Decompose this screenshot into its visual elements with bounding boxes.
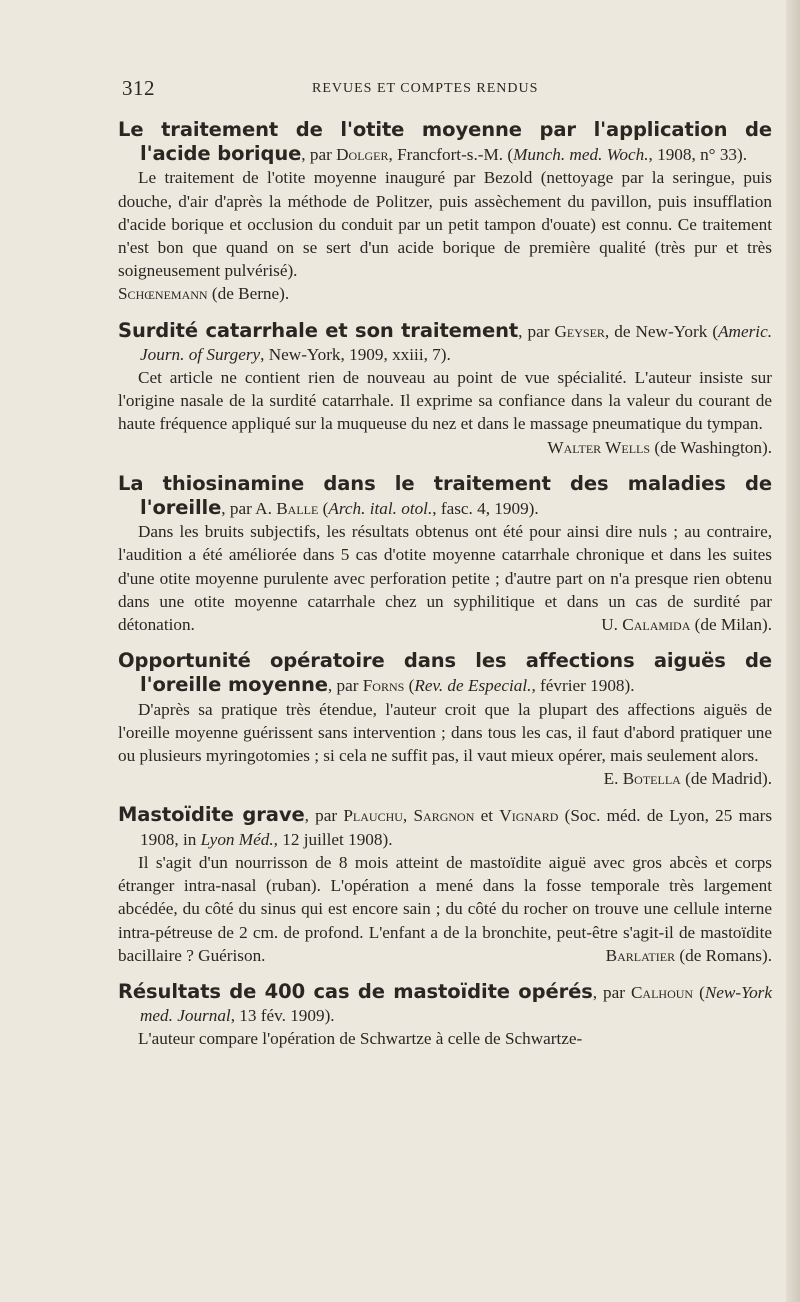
review-body	[118, 520, 772, 636]
page-content	[118, 118, 772, 1064]
review-body-text: Cet article ne contient rien de nouveau au point de vue spécialité. L'auteur insiste sur l'origine nasale de la surdité catarrhale. Il exprime sa confiance dans la valeur du courant de haute fréquence appliqué sur la muqueuse du nez et dans le massage pneumatique du tympan.	[118, 368, 772, 434]
author-name: Forns	[362, 676, 405, 696]
running-title: REVUES ET COMPTES RENDUS	[312, 81, 539, 96]
reference-text: , 1908, n° 33).	[648, 145, 748, 165]
review-title: Résultats de 400 cas de mastoïdite opérés	[118, 979, 593, 1003]
review-citation	[118, 118, 772, 166]
reviewer-place: (de Washington).	[654, 437, 772, 457]
byline-text: , par	[304, 806, 344, 826]
review-body-text: Dans les bruits subjectifs, les résultats obtenus ont été pour ainsi dire nuls ; au contraire, l'audition a été améliorée dans 5 cas d'otite moyenne catarrhale chronique et dans les suites d'une otite moyenne purulente avec perforation petite ; d'autre part on n'a presque rien obtenu dans une otite moyenne catarrhale chez un syphilitique et dans un cas de surdité par détonation.	[118, 522, 772, 635]
reviewer-signature	[581, 613, 772, 636]
author-name: Plauchu, Sargnon	[343, 806, 475, 826]
review-citation	[118, 803, 772, 850]
byline-text: , par	[301, 145, 337, 165]
review-citation	[118, 472, 772, 520]
journal-name: Rev. de Especial.	[414, 676, 532, 696]
byline-text: , par	[592, 982, 631, 1002]
review-mastoidite-grave	[118, 803, 772, 966]
page-edge	[786, 0, 800, 1302]
review-title: Surdité catarrhale et son traitement	[118, 318, 519, 342]
review-title: Opportunité opératoire dans les affections aiguës de l'oreille moyenne	[118, 649, 772, 697]
review-body: L'auteur compare l'opération de Schwartze à celle de Schwartze-	[138, 1029, 583, 1049]
reviewer-name: Walter Wells	[547, 437, 651, 457]
review-citation	[118, 319, 772, 366]
review-thiosinamine	[118, 472, 772, 636]
reviewer-name: Schœnemann	[118, 284, 208, 304]
reviewer-place: (de Romans).	[679, 945, 772, 965]
author-name: Dolger	[336, 145, 389, 165]
review-body	[118, 851, 772, 967]
review-resultats-mastoidite	[118, 980, 772, 1051]
citation-text: et	[474, 806, 500, 826]
review-title: La thiosinamine dans le traitement des maladies de l'oreille	[118, 471, 772, 520]
review-title: Le traitement de l'otite moyenne par l'application de l'acide borique	[118, 118, 772, 166]
reviewer-signature	[584, 767, 772, 790]
reviewer-name: Barlatier	[605, 945, 676, 965]
review-citation	[118, 980, 772, 1027]
citation-text: , Francfort-s.-M. (	[388, 145, 514, 165]
reviewer-name: U. Calamida	[601, 615, 691, 635]
reviewer-signature	[586, 944, 772, 967]
reference-text: (Soc. méd. de Lyon, 25 mars 1908, in	[140, 806, 773, 849]
page-number: 312	[122, 76, 155, 100]
reviewer-signature	[527, 436, 772, 459]
author-name-second: Vignard	[499, 806, 559, 826]
review-opportunite-operatoire	[118, 649, 772, 790]
reference-text: , février 1908).	[531, 676, 635, 696]
review-title: Mastoïdite grave	[118, 803, 305, 827]
citation-text: , de New-York (	[604, 321, 719, 341]
citation-text: (	[404, 676, 415, 696]
citation-text: (	[693, 982, 705, 1002]
review-body	[118, 366, 772, 457]
journal-name: Americ. Journ. of Surgery	[140, 321, 772, 364]
reviewer-signature	[118, 282, 772, 305]
journal-name: Lyon Méd.	[200, 829, 274, 849]
reviewer-place: (de Madrid).	[685, 769, 772, 789]
citation-text: (	[318, 499, 329, 519]
review-surdite-catarrhale	[118, 319, 772, 459]
running-head	[122, 76, 764, 102]
reviewer-place: (de Berne).	[211, 284, 290, 304]
journal-name: Munch. med. Woch.	[513, 145, 649, 165]
reference-text: , 12 juillet 1908).	[273, 829, 393, 849]
author-name: Geyser	[554, 321, 605, 341]
journal-name: New-York med. Journal	[140, 982, 772, 1026]
byline-text: , par	[518, 321, 555, 341]
review-body-text: D'après sa pratique très étendue, l'auteur croit que la plupart des affections aiguës de l'oreille moyenne guérissent sans intervention ; dans tous les cas, il faut d'abord pratiquer une ou plusieurs myringotomies ; si cela ne suffit pas, il vaut mieux opérer, mais seulement alors.	[118, 699, 772, 766]
journal-name: Arch. ital. otol.	[328, 499, 433, 519]
review-citation	[118, 649, 772, 697]
author-name: Balle	[276, 499, 319, 519]
author-name: Calhoun	[630, 982, 694, 1002]
byline-text: , par	[327, 676, 363, 696]
review-body	[118, 698, 772, 789]
reference-text: , fasc. 4, 1909).	[432, 499, 539, 519]
review-acide-borique	[118, 118, 772, 306]
reviewer-name: E. Botella	[603, 769, 681, 789]
reference-text: , New-York, 1909, xxiii, 7).	[260, 344, 451, 364]
review-body: Le traitement de l'otite moyenne inauguré par Bezold (nettoyage par la seringue, puis douche, d'air d'après la méthode de Politzer, puis assèchement du pavillon, puis insufflation d'acide borique et occlusion du conduit par un petit tampon d'ouate) est connu. Ce traitement n'est bon que quand on se sert d'un acide borique de première qualité (très pur et très soigneusement pulvérisé).	[118, 168, 772, 281]
reference-text: , 13 fév. 1909).	[230, 1006, 335, 1026]
review-body-text: Il s'agit d'un nourrisson de 8 mois atteint de mastoïdite aiguë avec gros abcès et corps étranger intra-nasal (ruban). L'opération a mené dans la fosse temporale très largement abcédée, du côté du sinus qui est encore sain ; du côté du rocher on trouve une cellule interne intra-pétreuse de 2 cm. de profond. L'enfant a de la bronchite, peut-être s'agit-il de mastoïdite bacillaire ? Guérison.	[118, 852, 772, 965]
reviewer-place: (de Milan).	[694, 615, 772, 635]
byline-text: , par A.	[221, 499, 277, 519]
